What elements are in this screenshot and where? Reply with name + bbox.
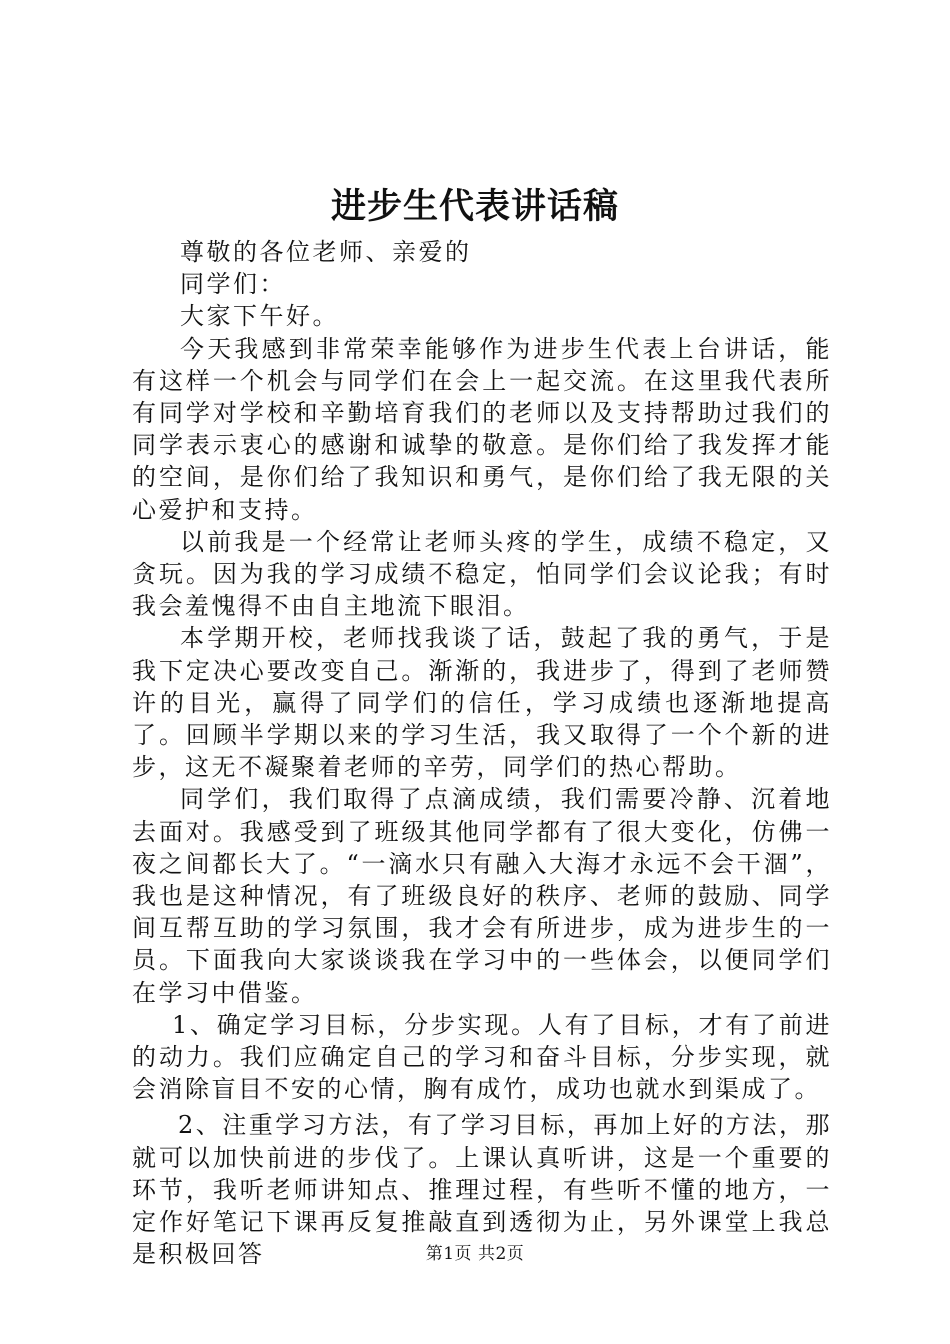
salutation-line-1: 尊敬的各位老师、亲爱的 <box>180 238 472 266</box>
numbered-point-1: 1、确定学习目标，分步实现。人有了目标，才有了前进的动力。我们应确定自己的学习和奋斗目标，分步实现，就会消除盲目不安的心情，胸有成竹，成功也就水到渠成了。 <box>132 1010 832 1104</box>
paragraph-4: 同学们，我们取得了点滴成绩，我们需要冷静、沉着地去面对。我感受到了班级其他同学都有了很大变化，仿佛一夜之间都长大了。“一滴水只有融入大海才永远不会干涸”，我也是这种情况，有了班级良好的秩序、老师的鼓励、同学间互帮互助的学习氛围，我才会有所进步，成为进步生的一员。下面我向大家谈谈我在学习中的一些体会，以便同学们在学习中借鉴。 <box>132 785 832 1007</box>
paragraph-1: 今天我感到非常荣幸能够作为进步生代表上台讲话，能有这样一个机会与同学们在会上一起交流。在这里我代表所有同学对学校和辛勤培育我们的老师以及支持帮助过我们的同学表示衷心的感谢和诚挚的敬意。是你们给了我发挥才能的空间，是你们给了我知识和勇气，是你们给了我无限的关心爱护和支持。 <box>132 334 832 524</box>
page-footer: 第1页 共2页 <box>425 1244 525 1264</box>
greeting: 大家下午好。 <box>180 302 339 331</box>
salutation-line-2: 同学们： <box>180 270 286 299</box>
document-body <box>132 236 832 1271</box>
numbered-point-2: 2、注重学习方法，有了学习目标，再加上好的方法，那就可以加快前进的步伐了。上课认真听讲，这是一个重要的环节，我听老师讲知点、推理过程，有些听不懂的地方，一定作好笔记下课再反复推敲直到透彻为止，另外课堂上我总是积极回答 <box>132 1111 832 1269</box>
paragraph-2: 以前我是一个经常让老师头疼的学生，成绩不稳定，又贪玩。因为我的学习成绩不稳定，怕同学们会议论我；有时我会羞愧得不由自主地流下眼泪。 <box>132 527 832 621</box>
document-title: 进步生代表讲话稿 <box>330 186 619 227</box>
paragraph-3: 本学期开校，老师找我谈了话，鼓起了我的勇气，于是我下定决心要改变自己。渐渐的，我进步了，得到了老师赞许的目光，赢得了同学们的信任，学习成绩也逐渐地提高了。回顾半学期以来的学习生活，我又取得了一个个新的进步，这无不凝聚着老师的辛劳，同学们的热心帮助。 <box>132 624 832 782</box>
